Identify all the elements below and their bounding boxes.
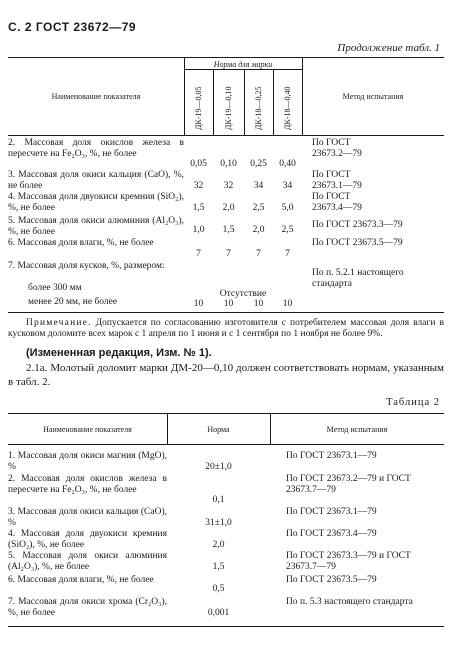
table-2-row-norm: 0,5 — [212, 584, 225, 594]
table-1-cell-value: 0,40 — [279, 159, 296, 169]
table-1-cell-value: 2,5 — [252, 203, 265, 213]
table-1-cell-value: 0,25 — [250, 159, 267, 169]
table-2-row-norm: 0,1 — [212, 495, 225, 505]
table-1-cell-value: 32 — [223, 181, 234, 191]
table-1-cell-value: 34 — [253, 181, 264, 191]
table-1-cell-value: 7 — [256, 249, 261, 259]
table-2-row-norm: 31±1,0 — [205, 518, 232, 528]
table-1-row-name: 3. Массовая доля окиси кальция (CaO), %, не более — [8, 170, 184, 191]
table-1-col-name-header: Наименование показателя — [51, 92, 141, 101]
table-1-top-rule — [8, 57, 444, 58]
table-1-bottom-rule — [8, 312, 444, 313]
table-2-top-rule — [8, 413, 444, 414]
table-1-cell-value: 34 — [282, 181, 293, 191]
table-2-col-name-header: Наименование показателя — [43, 425, 132, 434]
table-2-row-norm: 2,0 — [212, 540, 225, 550]
continuation-label: Продолжение табл. 1 — [337, 42, 440, 54]
table-2-row-name: 5. Массовая доля окиси алюминия (Al₂O₃), %, не более — [8, 551, 167, 572]
table-2-header-rule — [8, 444, 444, 445]
table-1-cell-value: 5,0 — [281, 203, 294, 213]
table-1-col-divider — [244, 69, 245, 135]
note-text: Допускается по согласованию изготовителя с потребителем массовая доля влаги в кусковом доломите всех марок с 1 апреля по 1 июня и с 1 сентября по 1 ноября не более 9%. — [8, 318, 444, 339]
table-1-cell-value: 7 — [196, 249, 201, 259]
table-1-row-method: По ГОСТ 23673.4—79 — [312, 192, 362, 213]
table-2-row-name: 1. Массовая доля окиси магния (MgO), % — [8, 451, 167, 472]
table-1-grade-header: ДК-19—0,10 — [224, 86, 233, 130]
table-1-row-name: 5. Массовая доля окиси алюминия (Al₂O₃), %, не более — [8, 216, 184, 237]
note-label: Примечание. — [26, 318, 92, 328]
table-1-col-divider — [273, 69, 274, 135]
table-1-norm-rule — [184, 69, 302, 70]
table-1-cell-value: 7 — [285, 249, 290, 259]
table-2-row-method: По ГОСТ 23673.5—79 — [286, 575, 377, 585]
table-1-grade-header: ДК-19—0,05 — [194, 86, 203, 130]
table-1-row-name: 2. Массовая доля окислов железа в пересчете на Fe₂O₃, %, не более — [8, 138, 184, 159]
table-2-bottom-rule — [8, 626, 444, 627]
table-1-cell-value: 1,0 — [192, 225, 205, 235]
page-header: С. 2 ГОСТ 23672—79 — [8, 20, 137, 34]
table-2-row-name: 6. Массовая доля влаги, %, не более — [8, 575, 154, 585]
table-2-row-norm: 0,001 — [207, 608, 230, 618]
table-1-cell-value: 0,10 — [220, 159, 237, 169]
table-1-header-rule — [8, 135, 444, 136]
table-1-row-method: По п. 5.2.1 настоящего стандарта — [312, 268, 404, 289]
table-2-row-method: По п. 5.3 настоящего стандарта — [286, 597, 413, 607]
table-2-row-method: По ГОСТ 23673.1—79 — [286, 451, 377, 461]
table-1-cell-value: 2,0 — [252, 225, 265, 235]
table-1-cell-value: 10 — [282, 299, 293, 309]
table-1-cell-value: 10 — [193, 299, 204, 309]
table-1-row-method: По ГОСТ 23673.5—79 — [312, 238, 403, 248]
table-2-row-name: 2. Массовая доля окислов железа в пересчете на Fe₂O₃, %, не более — [8, 474, 167, 495]
table-1-cell-value: 7 — [226, 249, 231, 259]
table-1-row-method: По ГОСТ 23673.1—79 — [312, 170, 362, 191]
table-1-cell-value: 32 — [193, 181, 204, 191]
table-2-row-method: По ГОСТ 23673.3—79 и ГОСТ 23673.7—79 — [286, 551, 411, 572]
table-1-cell-value: 2,5 — [281, 225, 294, 235]
table-2-row-norm: 20±1,0 — [205, 462, 232, 472]
table-1-cell-value: 1,5 — [222, 225, 235, 235]
table-2-row-method: По ГОСТ 23673.1—79 — [286, 507, 377, 517]
table-2-row-method: По ГОСТ 23673.4—79 — [286, 529, 377, 539]
table-1-col-norm-header: Норма для марки — [213, 60, 273, 69]
paragraph-2-1a: 2.1а. Молотый доломит марки ДМ-20—0,10 должен соответствовать нормам, указанным в табл. 2. — [8, 362, 444, 388]
table-2-col-norm-header: Норма — [207, 425, 230, 434]
table-2-row-method-text: По ГОСТ 23673.2—79 и ГОСТ 23673.7—79 — [286, 474, 411, 495]
table-1-sub-row-name: менее 20 мм, не более — [28, 297, 118, 307]
table-1-row-method: По ГОСТ 23673.2—79 — [312, 138, 362, 159]
table-2-col-method-header: Метод испытания — [326, 425, 388, 434]
table-1-col-divider — [213, 69, 214, 135]
table-1-sub-row-name: более 300 мм — [28, 283, 82, 293]
table-1-sub-row-value: Отсутствие — [219, 289, 267, 299]
table-2-row-name: 3. Массовая доля окиси кальция (CaO), % — [8, 507, 167, 528]
table-1-col-method-header: Метод испытания — [342, 92, 404, 101]
table-1-row-name: 7. Массовая доля кусков, %, размером: — [8, 261, 165, 271]
table-1-cell-value: 10 — [253, 299, 264, 309]
table-2-row-norm: 1,5 — [212, 562, 225, 572]
table-1-grade-header: ДК-18—0,25 — [254, 86, 263, 130]
table-1-cell-value: 0,05 — [190, 159, 207, 169]
table-1-row-method: По ГОСТ 23673.3—79 — [312, 220, 403, 230]
table-1-row-name: 4. Массовая доля двуокиси кремния (SiO₂), %, не более — [8, 192, 184, 213]
table-2-label: Таблица 2 — [386, 397, 440, 408]
table-2-row-name: 4. Массовая доля двуокиси кремния (SiO₂), %, не более — [8, 529, 167, 550]
table-1-cell-value: 2,0 — [222, 203, 235, 213]
table-1-cell-value: 1,5 — [192, 203, 205, 213]
edit-notice: (Измененная редакция, Изм. № 1). — [26, 347, 212, 359]
table-2-row-name: 7. Массовая доля окиси хрома (Cr₂O₃), %, не более — [8, 597, 167, 618]
table-1-row-name: 6. Массовая доля влаги, %, не более — [8, 238, 154, 248]
table-1-note — [8, 318, 444, 340]
table-1-cell-value: 10 — [223, 299, 234, 309]
table-1-grade-header: ДК-18—0,40 — [283, 86, 292, 130]
table-2-row-method — [286, 474, 444, 495]
